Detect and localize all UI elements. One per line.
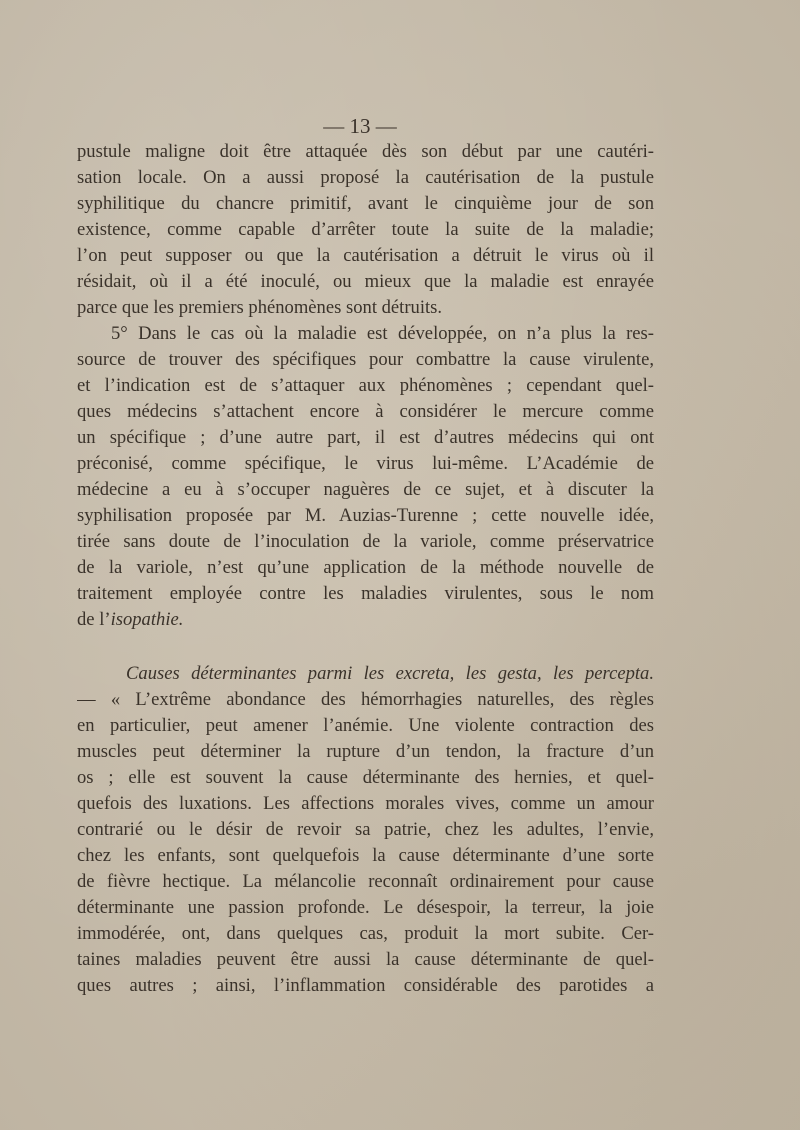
- text-line: déterminante une passion profonde. Le désespoir, la terreur, la joie: [77, 897, 654, 918]
- text-line: contrarié ou le désir de revoir sa patrie, chez les adultes, l’envie,: [77, 819, 654, 840]
- text-line: source de trouver des spécifiques pour combattre la cause virulente,: [77, 349, 654, 370]
- text-line: l’on peut supposer ou que la cautérisation a détruit le virus où il: [77, 245, 654, 266]
- text-line: et l’indication est de s’attaquer aux phénomènes ; cependant quel-: [77, 375, 654, 396]
- section-heading: [77, 661, 654, 687]
- text-line: existence, comme capable d’arrêter toute la suite de la maladie;: [77, 219, 654, 240]
- text-line: pustule maligne doit être attaquée dès son début par une cautéri-: [77, 141, 654, 162]
- text-line: muscles peut déterminer la rupture d’un tendon, la fracture d’un: [77, 741, 654, 762]
- italic-term: isopathie.: [110, 609, 184, 630]
- text-line: traitement employée contre les maladies virulentes, sous le nom: [77, 583, 654, 604]
- text-line: sation locale. On a aussi proposé la cautérisation de la pustule: [77, 167, 654, 188]
- page-number: — 13 —: [323, 114, 397, 138]
- text-line: — « L’extrême abondance des hémorrhagies naturelles, des règles: [77, 689, 654, 710]
- text-line: syphilitique du chancre primitif, avant le cinquième jour de son: [77, 193, 654, 214]
- text-line: un spécifique ; d’une autre part, il est d’autres médecins qui ont: [77, 427, 654, 448]
- text-line: résidait, où il a été inoculé, ou mieux que la maladie est enrayée: [77, 271, 654, 292]
- paragraph-gap: [77, 633, 654, 661]
- text-line: ques autres ; ainsi, l’inflammation considérable des parotides a: [77, 975, 654, 996]
- text-line: parce que les premiers phénomènes sont détruits.: [77, 297, 443, 318]
- text-line: médecine a eu à s’occuper naguères de ce sujet, et à discuter la: [77, 479, 654, 500]
- paragraph-start-line: 5° Dans le cas où la maladie est développée, on n’a plus la res-: [111, 323, 654, 344]
- text-line: taines maladies peuvent être aussi la cause déterminante de quel-: [77, 949, 654, 970]
- line-prefix: de l’: [77, 609, 111, 630]
- text-line: de fièvre hectique. La mélancolie reconnaît ordinairement pour cause: [77, 871, 654, 892]
- text-line: os ; elle est souvent la cause déterminante des hernies, et quel-: [77, 767, 654, 788]
- text-line: ques médecins s’attachent encore à considérer le mercure comme: [77, 401, 654, 422]
- text-line: [77, 607, 654, 633]
- text-line: syphilisation proposée par M. Auzias-Turenne ; cette nouvelle idée,: [77, 505, 654, 526]
- text-line: tirée sans doute de l’inoculation de la variole, comme préservatrice: [77, 531, 654, 552]
- body-text: [77, 139, 654, 999]
- text-line: de la variole, n’est qu’une application de la méthode nouvelle de: [77, 557, 654, 578]
- text-line: chez les enfants, sont quelquefois la cause déterminante d’une sorte: [77, 845, 654, 866]
- text-line: préconisé, comme spécifique, le virus lui-même. L’Académie de: [77, 453, 654, 474]
- section-heading-text: Causes déterminantes parmi les excreta, les gesta, les percepta.: [126, 663, 654, 684]
- text-line: en particulier, peut amener l’anémie. Une violente contraction des: [77, 715, 654, 736]
- text-line: quefois des luxations. Les affections morales vives, comme un amour: [77, 793, 654, 814]
- text-line: immodérée, ont, dans quelques cas, produit la mort subite. Cer-: [77, 923, 654, 944]
